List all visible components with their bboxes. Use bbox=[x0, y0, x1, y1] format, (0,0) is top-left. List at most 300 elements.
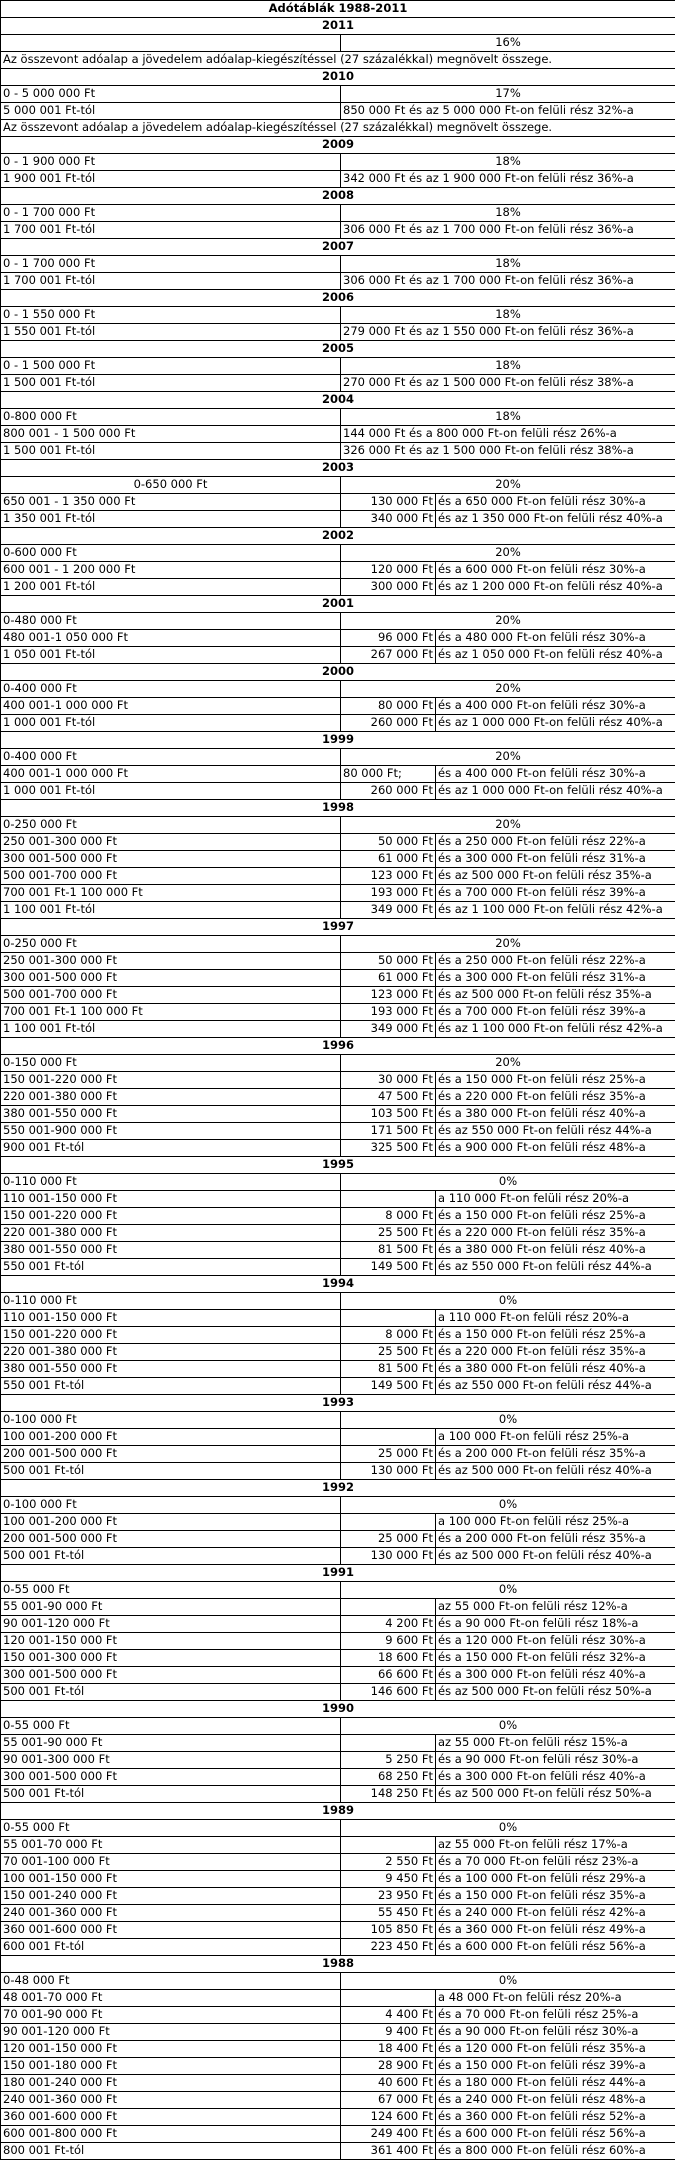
marginal-rate-cell: és a 200 000 Ft-on felüli rész 35%-a bbox=[436, 1446, 675, 1463]
bracket-cell: 120 001-150 000 Ft bbox=[1, 1633, 341, 1650]
table-row bbox=[1, 1820, 675, 1837]
bracket-cell: 0 - 1 900 000 Ft bbox=[1, 154, 341, 171]
table-row bbox=[1, 613, 675, 630]
table-row bbox=[1, 1446, 675, 1463]
table-title: Adótáblák 1988-2011 bbox=[1, 1, 675, 18]
bracket-cell: 48 001-70 000 Ft bbox=[1, 1990, 341, 2007]
base-tax-cell: 193 000 Ft bbox=[341, 885, 436, 902]
year-header-row bbox=[1, 239, 675, 256]
marginal-rate-cell: és a 240 000 Ft-on felüli rész 42%-a bbox=[436, 1905, 675, 1922]
table-row bbox=[1, 868, 675, 885]
base-tax-cell: 103 500 Ft bbox=[341, 1106, 436, 1123]
marginal-rate-cell: és a 150 000 Ft-on felüli rész 39%-a bbox=[436, 2058, 675, 2075]
base-tax-cell: 18 600 Ft bbox=[341, 1650, 436, 1667]
marginal-rate-cell: és a 800 000 Ft-on felüli rész 60%-a bbox=[436, 2143, 675, 2160]
base-tax-cell: 148 250 Ft bbox=[341, 1786, 436, 1803]
marginal-rate-cell: és a 120 000 Ft-on felüli rész 35%-a bbox=[436, 2041, 675, 2058]
bracket-cell: 55 001-90 000 Ft bbox=[1, 1599, 341, 1616]
marginal-rate-cell: és a 300 000 Ft-on felüli rész 40%-a bbox=[436, 1769, 675, 1786]
marginal-rate-cell: a 100 000 Ft-on felüli rész 25%-a bbox=[436, 1429, 675, 1446]
year-header: 1992 bbox=[1, 1480, 675, 1497]
bracket-cell: 70 001-100 000 Ft bbox=[1, 1854, 341, 1871]
rate-cell: 16% bbox=[341, 35, 675, 52]
marginal-rate-cell: és az 500 000 Ft-on felüli rész 50%-a bbox=[436, 1786, 675, 1803]
table-row bbox=[1, 1752, 675, 1769]
table-row bbox=[1, 1633, 675, 1650]
bracket-cell: 220 001-380 000 Ft bbox=[1, 1089, 341, 1106]
marginal-rate-cell: és az 500 000 Ft-on felüli rész 35%-a bbox=[436, 868, 675, 885]
base-tax-cell: 96 000 Ft bbox=[341, 630, 436, 647]
marginal-rate-cell: és az 500 000 Ft-on felüli rész 40%-a bbox=[436, 1548, 675, 1565]
rate-cell: 20% bbox=[341, 545, 675, 562]
bracket-cell: 300 001-500 000 Ft bbox=[1, 1769, 341, 1786]
bracket-cell: 550 001 Ft-tól bbox=[1, 1259, 341, 1276]
base-tax-cell: 30 000 Ft bbox=[341, 1072, 436, 1089]
base-tax-cell: 8 000 Ft bbox=[341, 1208, 436, 1225]
table-row bbox=[1, 1191, 675, 1208]
base-tax-cell bbox=[341, 1837, 436, 1854]
year-header-row bbox=[1, 919, 675, 936]
base-tax-cell bbox=[341, 1310, 436, 1327]
table-row bbox=[1, 494, 675, 511]
table-row bbox=[1, 1293, 675, 1310]
table-row bbox=[1, 1072, 675, 1089]
base-tax-cell bbox=[341, 1429, 436, 1446]
rate-cell: 0% bbox=[341, 1293, 675, 1310]
year-header-row bbox=[1, 732, 675, 749]
table-row bbox=[1, 1786, 675, 1803]
bracket-cell: 0-110 000 Ft bbox=[1, 1293, 341, 1310]
marginal-rate-cell: és a 150 000 Ft-on felüli rész 25%-a bbox=[436, 1327, 675, 1344]
base-tax-cell: 4 400 Ft bbox=[341, 2007, 436, 2024]
year-header: 2011 bbox=[1, 18, 675, 35]
bracket-cell: 700 001 Ft-1 100 000 Ft bbox=[1, 1004, 341, 1021]
marginal-rate-cell: és a 150 000 Ft-on felüli rész 25%-a bbox=[436, 1072, 675, 1089]
marginal-rate-cell: és a 150 000 Ft-on felüli rész 25%-a bbox=[436, 1208, 675, 1225]
base-tax-cell: 124 600 Ft bbox=[341, 2109, 436, 2126]
rate-cell: 20% bbox=[341, 681, 675, 698]
base-tax-cell: 61 000 Ft bbox=[341, 851, 436, 868]
bracket-cell: 0-600 000 Ft bbox=[1, 545, 341, 562]
table-row bbox=[1, 970, 675, 987]
table-row bbox=[1, 443, 675, 460]
rate-cell: 306 000 Ft és az 1 700 000 Ft-on felüli rész 36%-a bbox=[341, 222, 675, 239]
base-tax-cell: 130 000 Ft bbox=[341, 1463, 436, 1480]
bracket-cell: 0 - 1 550 000 Ft bbox=[1, 307, 341, 324]
rate-cell: 18% bbox=[341, 154, 675, 171]
year-header: 1989 bbox=[1, 1803, 675, 1820]
rate-cell: 0% bbox=[341, 1718, 675, 1735]
base-tax-cell: 349 000 Ft bbox=[341, 902, 436, 919]
bracket-cell: 380 001-550 000 Ft bbox=[1, 1242, 341, 1259]
year-header-row bbox=[1, 1157, 675, 1174]
year-header: 2004 bbox=[1, 392, 675, 409]
year-header: 2002 bbox=[1, 528, 675, 545]
rate-cell: 18% bbox=[341, 256, 675, 273]
table-row bbox=[1, 698, 675, 715]
bracket-cell: 200 001-500 000 Ft bbox=[1, 1446, 341, 1463]
table-row bbox=[1, 1531, 675, 1548]
base-tax-cell: 55 450 Ft bbox=[341, 1905, 436, 1922]
marginal-rate-cell: és az 1 350 000 Ft-on felüli rész 40%-a bbox=[436, 511, 675, 528]
table-row bbox=[1, 1616, 675, 1633]
bracket-cell: 500 001 Ft-tól bbox=[1, 1548, 341, 1565]
marginal-rate-cell: és a 400 000 Ft-on felüli rész 30%-a bbox=[436, 698, 675, 715]
marginal-rate-cell: és a 600 000 Ft-on felüli rész 30%-a bbox=[436, 562, 675, 579]
bracket-cell: 0-110 000 Ft bbox=[1, 1174, 341, 1191]
base-tax-cell: 223 450 Ft bbox=[341, 1939, 436, 1956]
base-tax-cell: 67 000 Ft bbox=[341, 2092, 436, 2109]
marginal-rate-cell: és a 70 000 Ft-on felüli rész 25%-a bbox=[436, 2007, 675, 2024]
marginal-rate-cell: és a 220 000 Ft-on felüli rész 35%-a bbox=[436, 1344, 675, 1361]
base-tax-cell: 149 500 Ft bbox=[341, 1378, 436, 1395]
year-header-row bbox=[1, 290, 675, 307]
table-row bbox=[1, 1140, 675, 1157]
marginal-rate-cell: és a 250 000 Ft-on felüli rész 22%-a bbox=[436, 953, 675, 970]
base-tax-cell: 5 250 Ft bbox=[341, 1752, 436, 1769]
bracket-cell: 480 001-1 050 000 Ft bbox=[1, 630, 341, 647]
year-header: 1991 bbox=[1, 1565, 675, 1582]
year-header-row bbox=[1, 528, 675, 545]
rate-cell: 0% bbox=[341, 1973, 675, 1990]
bracket-cell: 0 - 5 000 000 Ft bbox=[1, 86, 341, 103]
bracket-cell: 0-250 000 Ft bbox=[1, 936, 341, 953]
marginal-rate-cell: és a 360 000 Ft-on felüli rész 52%-a bbox=[436, 2109, 675, 2126]
bracket-cell: 100 001-150 000 Ft bbox=[1, 1871, 341, 1888]
bracket-cell: 0-48 000 Ft bbox=[1, 1973, 341, 1990]
year-header: 2006 bbox=[1, 290, 675, 307]
marginal-rate-cell: és a 250 000 Ft-on felüli rész 22%-a bbox=[436, 834, 675, 851]
bracket-cell: 500 001-700 000 Ft bbox=[1, 868, 341, 885]
bracket-cell: 150 001-220 000 Ft bbox=[1, 1072, 341, 1089]
marginal-rate-cell: a 100 000 Ft-on felüli rész 25%-a bbox=[436, 1514, 675, 1531]
rate-cell: 17% bbox=[341, 86, 675, 103]
year-header-row bbox=[1, 1956, 675, 1973]
table-row bbox=[1, 766, 675, 783]
table-row bbox=[1, 103, 675, 120]
year-header: 1993 bbox=[1, 1395, 675, 1412]
year-header-row bbox=[1, 188, 675, 205]
table-row bbox=[1, 1004, 675, 1021]
table-row bbox=[1, 1650, 675, 1667]
bracket-cell: 55 001-70 000 Ft bbox=[1, 1837, 341, 1854]
table-row bbox=[1, 1735, 675, 1752]
bracket-cell: 0-100 000 Ft bbox=[1, 1412, 341, 1429]
bracket-cell: 0-150 000 Ft bbox=[1, 1055, 341, 1072]
table-row bbox=[1, 834, 675, 851]
base-tax-cell: 50 000 Ft bbox=[341, 834, 436, 851]
base-tax-cell: 25 500 Ft bbox=[341, 1344, 436, 1361]
base-tax-cell: 25 500 Ft bbox=[341, 1225, 436, 1242]
base-tax-cell: 50 000 Ft bbox=[341, 953, 436, 970]
table-row bbox=[1, 35, 675, 52]
bracket-cell: 5 000 001 Ft-tól bbox=[1, 103, 341, 120]
base-tax-cell: 193 000 Ft bbox=[341, 1004, 436, 1021]
year-header-row bbox=[1, 1701, 675, 1718]
table-row bbox=[1, 1769, 675, 1786]
base-tax-cell: 260 000 Ft bbox=[341, 783, 436, 800]
bracket-cell: 300 001-500 000 Ft bbox=[1, 970, 341, 987]
bracket-cell: 500 001 Ft-tól bbox=[1, 1786, 341, 1803]
table-row bbox=[1, 545, 675, 562]
marginal-rate-cell: és a 900 000 Ft-on felüli rész 48%-a bbox=[436, 1140, 675, 1157]
marginal-rate-cell: és a 90 000 Ft-on felüli rész 18%-a bbox=[436, 1616, 675, 1633]
bracket-cell: 240 001-360 000 Ft bbox=[1, 1905, 341, 1922]
table-row bbox=[1, 1718, 675, 1735]
table-row bbox=[1, 1837, 675, 1854]
base-tax-cell: 325 500 Ft bbox=[341, 1140, 436, 1157]
marginal-rate-cell: és a 600 000 Ft-on felüli rész 56%-a bbox=[436, 2126, 675, 2143]
marginal-rate-cell: és az 500 000 Ft-on felüli rész 40%-a bbox=[436, 1463, 675, 1480]
marginal-rate-cell: a 110 000 Ft-on felüli rész 20%-a bbox=[436, 1310, 675, 1327]
table-row bbox=[1, 1021, 675, 1038]
marginal-rate-cell: és a 380 000 Ft-on felüli rész 40%-a bbox=[436, 1106, 675, 1123]
base-tax-cell bbox=[341, 1599, 436, 1616]
table-row bbox=[1, 426, 675, 443]
bracket-cell: 1 500 001 Ft-tól bbox=[1, 443, 341, 460]
base-tax-cell: 81 500 Ft bbox=[341, 1361, 436, 1378]
bracket-cell: 1 000 001 Ft-tól bbox=[1, 783, 341, 800]
year-header-row bbox=[1, 1276, 675, 1293]
note-cell: Az összevont adóalap a jövedelem adóalap-kiegészítéssel (27 százalékkal) megnövelt összege. bbox=[1, 52, 675, 69]
rate-cell: 18% bbox=[341, 205, 675, 222]
rate-cell: 20% bbox=[341, 613, 675, 630]
table-row bbox=[1, 1225, 675, 1242]
marginal-rate-cell: és a 220 000 Ft-on felüli rész 35%-a bbox=[436, 1225, 675, 1242]
table-row bbox=[1, 579, 675, 596]
bracket-cell: 0 - 1 500 000 Ft bbox=[1, 358, 341, 375]
year-header-row bbox=[1, 800, 675, 817]
bracket-cell: 360 001-600 000 Ft bbox=[1, 1922, 341, 1939]
bracket-cell: 70 001-90 000 Ft bbox=[1, 2007, 341, 2024]
table-row bbox=[1, 154, 675, 171]
rate-cell: 0% bbox=[341, 1412, 675, 1429]
table-row bbox=[1, 953, 675, 970]
base-tax-cell: 260 000 Ft bbox=[341, 715, 436, 732]
marginal-rate-cell: és az 1 050 000 Ft-on felüli rész 40%-a bbox=[436, 647, 675, 664]
base-tax-cell: 8 000 Ft bbox=[341, 1327, 436, 1344]
bracket-cell: 0-250 000 Ft bbox=[1, 817, 341, 834]
marginal-rate-cell: az 55 000 Ft-on felüli rész 17%-a bbox=[436, 1837, 675, 1854]
marginal-rate-cell: és a 400 000 Ft-on felüli rész 30%-a bbox=[436, 766, 675, 783]
year-header-row bbox=[1, 18, 675, 35]
base-tax-cell: 28 900 Ft bbox=[341, 2058, 436, 2075]
base-tax-cell: 9 600 Ft bbox=[341, 1633, 436, 1650]
table-row bbox=[1, 1327, 675, 1344]
base-tax-cell: 80 000 Ft bbox=[341, 698, 436, 715]
rate-cell: 20% bbox=[341, 477, 675, 494]
bracket-cell: 360 001-600 000 Ft bbox=[1, 2109, 341, 2126]
year-header: 1999 bbox=[1, 732, 675, 749]
bracket-cell: 250 001-300 000 Ft bbox=[1, 834, 341, 851]
table-row bbox=[1, 1242, 675, 1259]
bracket-cell: 250 001-300 000 Ft bbox=[1, 953, 341, 970]
marginal-rate-cell: és a 380 000 Ft-on felüli rész 40%-a bbox=[436, 1242, 675, 1259]
marginal-rate-cell: és a 240 000 Ft-on felüli rész 48%-a bbox=[436, 2092, 675, 2109]
marginal-rate-cell: és a 180 000 Ft-on felüli rész 44%-a bbox=[436, 2075, 675, 2092]
table-row bbox=[1, 2058, 675, 2075]
table-row bbox=[1, 1514, 675, 1531]
bracket-cell: 0-55 000 Ft bbox=[1, 1582, 341, 1599]
marginal-rate-cell: és a 90 000 Ft-on felüli rész 30%-a bbox=[436, 2024, 675, 2041]
base-tax-cell: 40 600 Ft bbox=[341, 2075, 436, 2092]
base-tax-cell: 25 000 Ft bbox=[341, 1446, 436, 1463]
table-row bbox=[1, 2024, 675, 2041]
bracket-cell: 0-800 000 Ft bbox=[1, 409, 341, 426]
base-tax-cell: 25 000 Ft bbox=[341, 1531, 436, 1548]
bracket-cell: 0-480 000 Ft bbox=[1, 613, 341, 630]
bracket-cell: 0-100 000 Ft bbox=[1, 1497, 341, 1514]
bracket-cell: 120 001-150 000 Ft bbox=[1, 2041, 341, 2058]
year-header-row bbox=[1, 1565, 675, 1582]
table-row bbox=[1, 1905, 675, 1922]
table-row bbox=[1, 936, 675, 953]
bracket-cell: 1 550 001 Ft-tól bbox=[1, 324, 341, 341]
table-row bbox=[1, 1378, 675, 1395]
table-row bbox=[1, 171, 675, 188]
year-header: 1996 bbox=[1, 1038, 675, 1055]
bracket-cell: 300 001-500 000 Ft bbox=[1, 1667, 341, 1684]
table-row bbox=[1, 562, 675, 579]
rate-cell: 326 000 Ft és az 1 500 000 Ft-on felüli rész 38%-a bbox=[341, 443, 675, 460]
table-row bbox=[1, 52, 675, 69]
base-tax-cell: 361 400 Ft bbox=[341, 2143, 436, 2160]
year-header: 2008 bbox=[1, 188, 675, 205]
table-row bbox=[1, 205, 675, 222]
year-header-row bbox=[1, 341, 675, 358]
bracket-cell: 150 001-220 000 Ft bbox=[1, 1208, 341, 1225]
table-row bbox=[1, 1854, 675, 1871]
bracket-cell: 380 001-550 000 Ft bbox=[1, 1106, 341, 1123]
bracket-cell: 400 001-1 000 000 Ft bbox=[1, 698, 341, 715]
bracket-cell: 200 001-500 000 Ft bbox=[1, 1531, 341, 1548]
marginal-rate-cell: és az 500 000 Ft-on felüli rész 35%-a bbox=[436, 987, 675, 1004]
table-row bbox=[1, 749, 675, 766]
table-row bbox=[1, 1089, 675, 1106]
base-tax-cell bbox=[341, 1990, 436, 2007]
base-tax-cell: 149 500 Ft bbox=[341, 1259, 436, 1276]
table-row bbox=[1, 2109, 675, 2126]
bracket-cell: 150 001-220 000 Ft bbox=[1, 1327, 341, 1344]
table-row bbox=[1, 1463, 675, 1480]
year-header: 1988 bbox=[1, 1956, 675, 1973]
base-tax-cell: 349 000 Ft bbox=[341, 1021, 436, 1038]
table-row bbox=[1, 2075, 675, 2092]
base-tax-cell: 249 400 Ft bbox=[341, 2126, 436, 2143]
base-tax-cell: 340 000 Ft bbox=[341, 511, 436, 528]
marginal-rate-cell: és a 300 000 Ft-on felüli rész 31%-a bbox=[436, 970, 675, 987]
base-tax-cell bbox=[341, 1191, 436, 1208]
bracket-cell: 0-55 000 Ft bbox=[1, 1820, 341, 1837]
bracket-cell: 0-55 000 Ft bbox=[1, 1718, 341, 1735]
table-row bbox=[1, 2041, 675, 2058]
bracket-cell: 600 001 - 1 200 000 Ft bbox=[1, 562, 341, 579]
rate-cell: 20% bbox=[341, 936, 675, 953]
table-row bbox=[1, 1429, 675, 1446]
marginal-rate-cell: az 55 000 Ft-on felüli rész 12%-a bbox=[436, 1599, 675, 1616]
bracket-cell: 0 - 1 700 000 Ft bbox=[1, 256, 341, 273]
table-row bbox=[1, 120, 675, 137]
rate-cell: 18% bbox=[341, 307, 675, 324]
bracket-cell: 90 001-120 000 Ft bbox=[1, 1616, 341, 1633]
rate-cell: 18% bbox=[341, 409, 675, 426]
table-row bbox=[1, 1973, 675, 1990]
table-row bbox=[1, 477, 675, 494]
base-tax-cell: 2 550 Ft bbox=[341, 1854, 436, 1871]
bracket-cell: 110 001-150 000 Ft bbox=[1, 1310, 341, 1327]
rate-cell: 0% bbox=[341, 1497, 675, 1514]
rate-cell: 20% bbox=[341, 749, 675, 766]
tax-table-body bbox=[1, 1, 675, 2160]
table-row bbox=[1, 358, 675, 375]
note-cell: Az összevont adóalap a jövedelem adóalap-kiegészítéssel (27 százalékkal) megnövelt összege. bbox=[1, 120, 675, 137]
marginal-rate-cell: és az 550 000 Ft-on felüli rész 44%-a bbox=[436, 1378, 675, 1395]
marginal-rate-cell: és a 360 000 Ft-on felüli rész 49%-a bbox=[436, 1922, 675, 1939]
year-header: 2009 bbox=[1, 137, 675, 154]
year-header: 1994 bbox=[1, 1276, 675, 1293]
table-row bbox=[1, 256, 675, 273]
bracket-cell: 220 001-380 000 Ft bbox=[1, 1225, 341, 1242]
marginal-rate-cell: és a 150 000 Ft-on felüli rész 35%-a bbox=[436, 1888, 675, 1905]
bracket-cell: 1 700 001 Ft-tól bbox=[1, 222, 341, 239]
year-header: 1997 bbox=[1, 919, 675, 936]
table-row bbox=[1, 1990, 675, 2007]
table-row bbox=[1, 1361, 675, 1378]
marginal-rate-cell: és az 500 000 Ft-on felüli rész 50%-a bbox=[436, 1684, 675, 1701]
marginal-rate-cell: és a 120 000 Ft-on felüli rész 30%-a bbox=[436, 1633, 675, 1650]
table-row bbox=[1, 273, 675, 290]
bracket-cell: 0 - 1 700 000 Ft bbox=[1, 205, 341, 222]
year-header-row bbox=[1, 1395, 675, 1412]
year-header-row bbox=[1, 1038, 675, 1055]
base-tax-cell: 4 200 Ft bbox=[341, 1616, 436, 1633]
year-header: 2007 bbox=[1, 239, 675, 256]
bracket-cell: 700 001 Ft-1 100 000 Ft bbox=[1, 885, 341, 902]
base-tax-cell: 267 000 Ft bbox=[341, 647, 436, 664]
marginal-rate-cell: az 55 000 Ft-on felüli rész 15%-a bbox=[436, 1735, 675, 1752]
base-tax-cell: 171 500 Ft bbox=[341, 1123, 436, 1140]
table-row bbox=[1, 86, 675, 103]
bracket-cell: 150 001-300 000 Ft bbox=[1, 1650, 341, 1667]
table-row bbox=[1, 409, 675, 426]
bracket-cell: 500 001-700 000 Ft bbox=[1, 987, 341, 1004]
table-row bbox=[1, 1344, 675, 1361]
marginal-rate-cell: és a 700 000 Ft-on felüli rész 39%-a bbox=[436, 1004, 675, 1021]
table-row bbox=[1, 2126, 675, 2143]
table-row bbox=[1, 1888, 675, 1905]
marginal-rate-cell: és a 300 000 Ft-on felüli rész 40%-a bbox=[436, 1667, 675, 1684]
bracket-cell: 0-650 000 Ft bbox=[1, 477, 341, 494]
base-tax-cell bbox=[341, 1514, 436, 1531]
marginal-rate-cell: a 48 000 Ft-on felüli rész 20%-a bbox=[436, 1990, 675, 2007]
bracket-cell: 600 001 Ft-tól bbox=[1, 1939, 341, 1956]
bracket-cell: 1 050 001 Ft-tól bbox=[1, 647, 341, 664]
bracket-cell: 1 900 001 Ft-tól bbox=[1, 171, 341, 188]
year-header: 2000 bbox=[1, 664, 675, 681]
table-row bbox=[1, 1208, 675, 1225]
table-row bbox=[1, 1497, 675, 1514]
marginal-rate-cell: és a 220 000 Ft-on felüli rész 35%-a bbox=[436, 1089, 675, 1106]
rate-cell: 0% bbox=[341, 1174, 675, 1191]
marginal-rate-cell: és a 480 000 Ft-on felüli rész 30%-a bbox=[436, 630, 675, 647]
bracket-cell: 150 001-180 000 Ft bbox=[1, 2058, 341, 2075]
bracket-cell: 300 001-500 000 Ft bbox=[1, 851, 341, 868]
base-tax-cell: 300 000 Ft bbox=[341, 579, 436, 596]
year-header-row bbox=[1, 664, 675, 681]
year-header: 2005 bbox=[1, 341, 675, 358]
base-tax-cell: 47 500 Ft bbox=[341, 1089, 436, 1106]
base-tax-cell bbox=[341, 1735, 436, 1752]
